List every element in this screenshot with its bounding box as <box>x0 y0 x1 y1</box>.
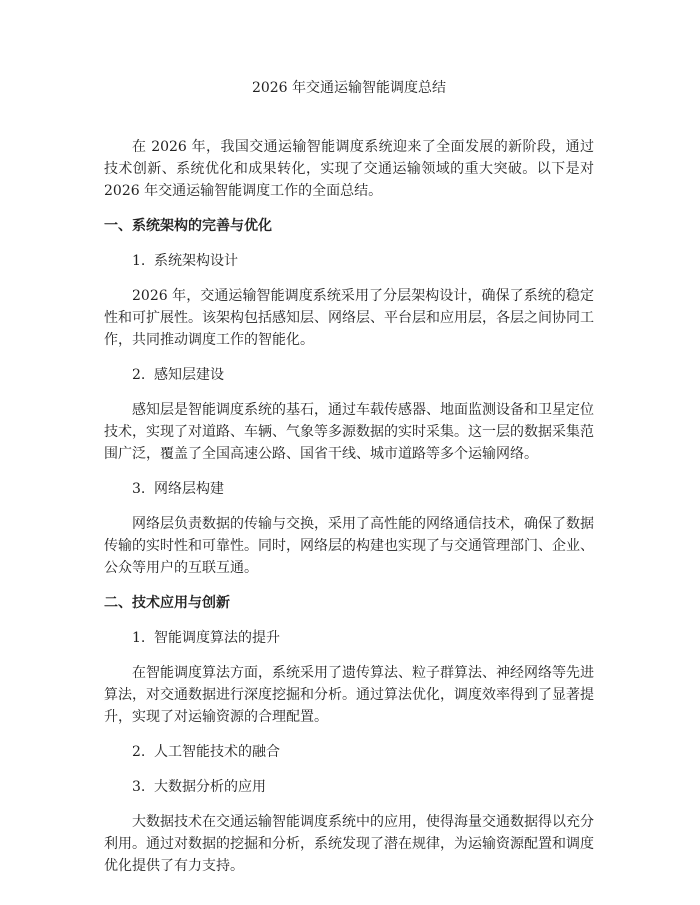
paragraph-2-1: 在智能调度算法方面，系统采用了遗传算法、粒子群算法、神经网络等先进算法，对交通数据进行深度挖掘和分析。通过算法优化，调度效率得到了显著提升，实现了对运输资源的合理配置。 <box>104 665 594 725</box>
subheading-number: 3. <box>132 481 146 497</box>
section-heading-2: 二、技术应用与创新 <box>104 595 230 611</box>
subheading-title: 人工智能技术的融合 <box>154 744 280 760</box>
subheading-title: 系统架构设计 <box>154 253 238 269</box>
intro-paragraph: 在 2026 年，我国交通运输智能调度系统迎来了全面发展的新阶段，通过技术创新、系统优化和成果转化，实现了交通运输领域的重大突破。以下是对 2026 年交通运输智能调度工作的全面总结。 <box>104 139 594 199</box>
subheading-1-3 <box>104 478 594 500</box>
subheading-title: 网络层构建 <box>154 481 224 497</box>
paragraph-1-3: 网络层负责数据的传输与交换，采用了高性能的网络通信技术，确保了数据传输的实时性和可靠性。同时，网络层的构建也实现了与交通管理部门、企业、公众等用户的互联互通。 <box>104 516 594 576</box>
subheading-number: 3. <box>132 779 146 795</box>
subheading-number: 2. <box>132 367 146 383</box>
subheading-1-2 <box>104 364 594 386</box>
subheading-title: 感知层建设 <box>154 367 224 383</box>
paragraph-1-2: 感知层是智能调度系统的基石，通过车载传感器、地面监测设备和卫星定位技术，实现了对道路、车辆、气象等多源数据的实时采集。这一层的数据采集范围广泛，覆盖了全国高速公路、国省干线、城市道路等多个运输网络。 <box>104 402 594 462</box>
subheading-title: 大数据分析的应用 <box>154 779 266 795</box>
paragraph-1-1: 2026 年，交通运输智能调度系统采用了分层架构设计，确保了系统的稳定性和可扩展性。该架构包括感知层、网络层、平台层和应用层，各层之间协同工作，共同推动调度工作的智能化。 <box>104 288 594 348</box>
subheading-2-2 <box>104 741 594 763</box>
subheading-number: 2. <box>132 744 146 760</box>
subheading-1-1 <box>104 250 594 272</box>
paragraph-2-3: 大数据技术在交通运输智能调度系统中的应用，使得海量交通数据得以充分利用。通过对数据的挖掘和分析，系统发现了潜在规律，为运输资源配置和调度优化提供了有力支持。 <box>104 814 594 874</box>
subheading-title: 智能调度算法的提升 <box>154 630 280 646</box>
document-title: 2026 年交通运输智能调度总结 <box>251 80 447 96</box>
subheading-number: 1. <box>132 253 146 269</box>
subheading-number: 1. <box>132 630 146 646</box>
subheading-2-1 <box>104 627 594 649</box>
subheading-2-3 <box>104 776 594 798</box>
section-heading-1: 一、系统架构的完善与优化 <box>104 218 272 234</box>
